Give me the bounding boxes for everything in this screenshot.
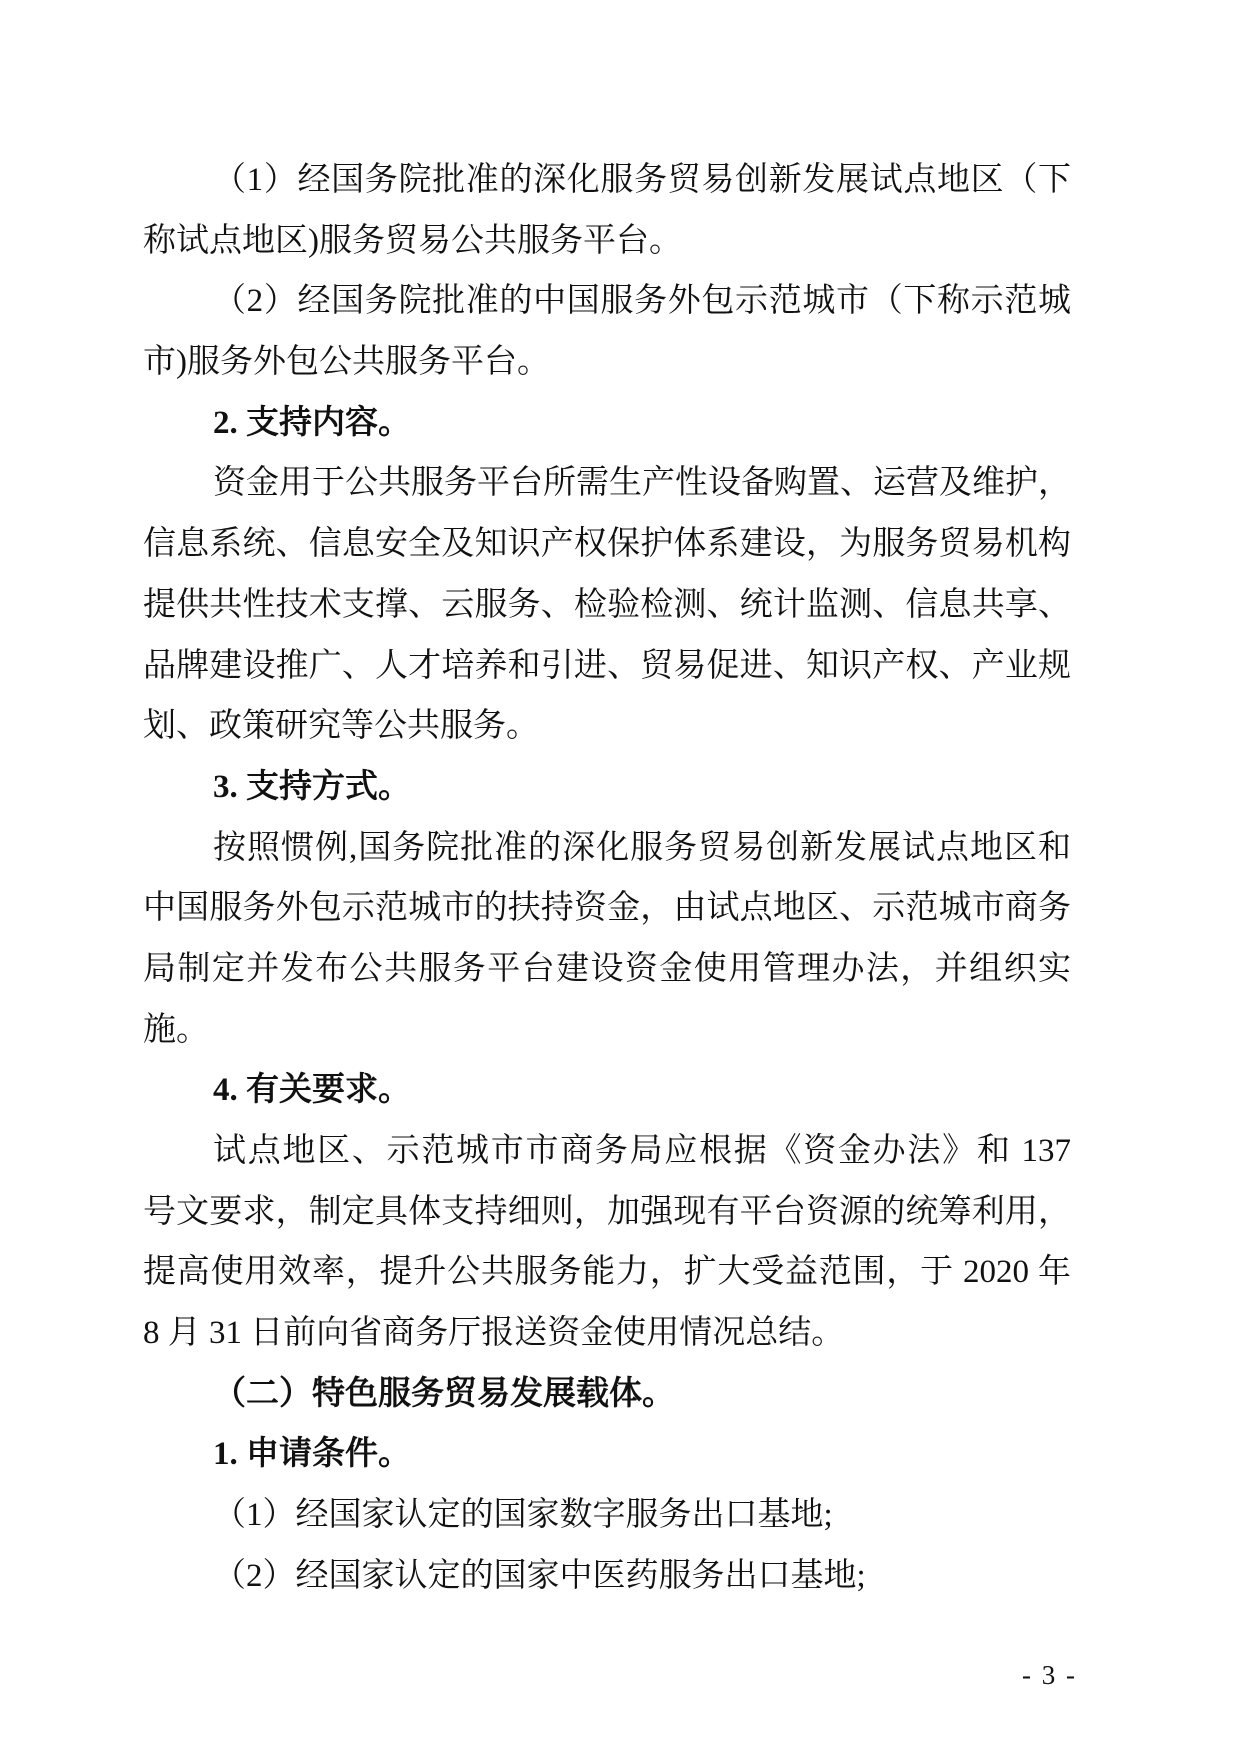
text-line: 划、政策研究等公共服务。 (143, 708, 539, 745)
text-line: 号文要求，制定具体支持细则，加强现有平台资源的统筹利用， (143, 1193, 1071, 1230)
text-line: （二）特色服务贸易发展载体。 (213, 1375, 675, 1412)
text-line: 4. 有关要求。 (213, 1072, 411, 1109)
text-line: 资金用于公共服务平台所需生产性设备购置、运营及维护， (213, 465, 1071, 502)
text-line: 2. 支持内容。 (213, 404, 411, 441)
document-content (143, 150, 1071, 1607)
text-line: 施。 (143, 1011, 209, 1048)
text-line: 市)服务外包公共服务平台。 (143, 344, 550, 381)
text-line: （2）经国家认定的国家中医药服务出口基地; (213, 1557, 866, 1594)
text-line: 按照惯例,国务院批准的深化服务贸易创新发展试点地区和 (213, 829, 1071, 866)
text-line: （1）经国务院批准的深化服务贸易创新发展试点地区（下 (213, 162, 1071, 198)
text-line: （2）经国务院批准的中国服务外包示范城市（下称示范城 (213, 283, 1071, 320)
text-line: 提供共性技术支撑、云服务、检验检测、统计监测、信息共享、 (143, 586, 1071, 623)
text-line: 品牌建设推广、人才培养和引进、贸易促进、知识产权、产业规 (143, 647, 1071, 684)
text-line: （1）经国家认定的国家数字服务出口基地; (213, 1497, 833, 1534)
text-line: 中国服务外包示范城市的扶持资金，由试点地区、示范城市商务 (143, 890, 1071, 927)
text-line: 3. 支持方式。 (213, 768, 411, 805)
text-line: 局制定并发布公共服务平台建设资金使用管理办法，并组织实 (143, 950, 1071, 987)
text-line: 提高使用效率，提升公共服务能力，扩大受益范围，于 2020 年 (143, 1254, 1071, 1291)
text-line: 1. 申请条件。 (213, 1436, 411, 1473)
page-number: - 3 - (1022, 1660, 1077, 1690)
text-line: 称试点地区)服务贸易公共服务平台。 (143, 222, 682, 259)
text-line: 试点地区、示范城市市商务局应根据《资金办法》和 137 (213, 1133, 1071, 1169)
text-line: 8 月 31 日前向省商务厅报送资金使用情况总结。 (143, 1315, 845, 1352)
text-line: 信息系统、信息安全及知识产权保护体系建设，为服务贸易机构 (143, 526, 1071, 563)
